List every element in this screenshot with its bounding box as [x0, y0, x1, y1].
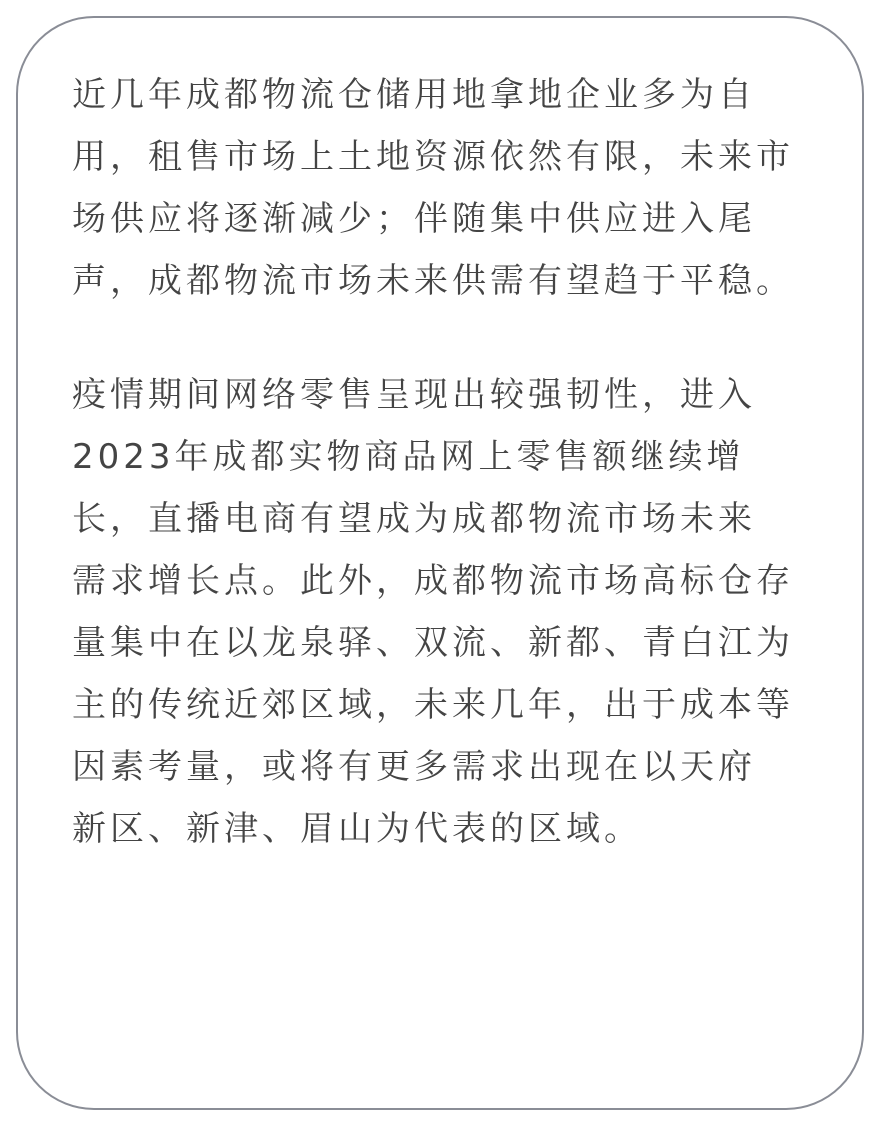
paragraph-1-line: 场供应将逐渐减少；伴随集中供应进入尾 — [72, 199, 756, 239]
paragraph-2-line: 2023年成都实物商品网上零售额继续增 — [72, 437, 745, 477]
paragraph-1-line: 声，成都物流市场未来供需有望趋于平稳。 — [72, 261, 794, 301]
paragraph-2-line: 需求增长点。此外，成都物流市场高标仓存 — [72, 561, 794, 601]
paragraph-2-line: 因素考量，或将有更多需求出现在以天府 — [72, 747, 756, 787]
paragraph-2-line: 疫情期间网络零售呈现出较强韧性，进入 — [72, 375, 756, 415]
paragraph-1-line: 近几年成都物流仓储用地拿地企业多为自 — [72, 75, 756, 115]
paragraph-2-line: 主的传统近郊区域，未来几年，出于成本等 — [72, 685, 794, 725]
paragraph-2-line: 长，直播电商有望成为成都物流市场未来 — [72, 499, 756, 539]
paragraph-2-line: 量集中在以龙泉驿、双流、新都、青白江为 — [72, 623, 794, 663]
paragraph-1-line: 用，租售市场上土地资源依然有限，未来市 — [72, 137, 794, 177]
paragraph-1 — [72, 64, 816, 312]
paragraph-2 — [72, 364, 816, 860]
paragraph-2-line: 新区、新津、眉山为代表的区域。 — [72, 809, 642, 849]
